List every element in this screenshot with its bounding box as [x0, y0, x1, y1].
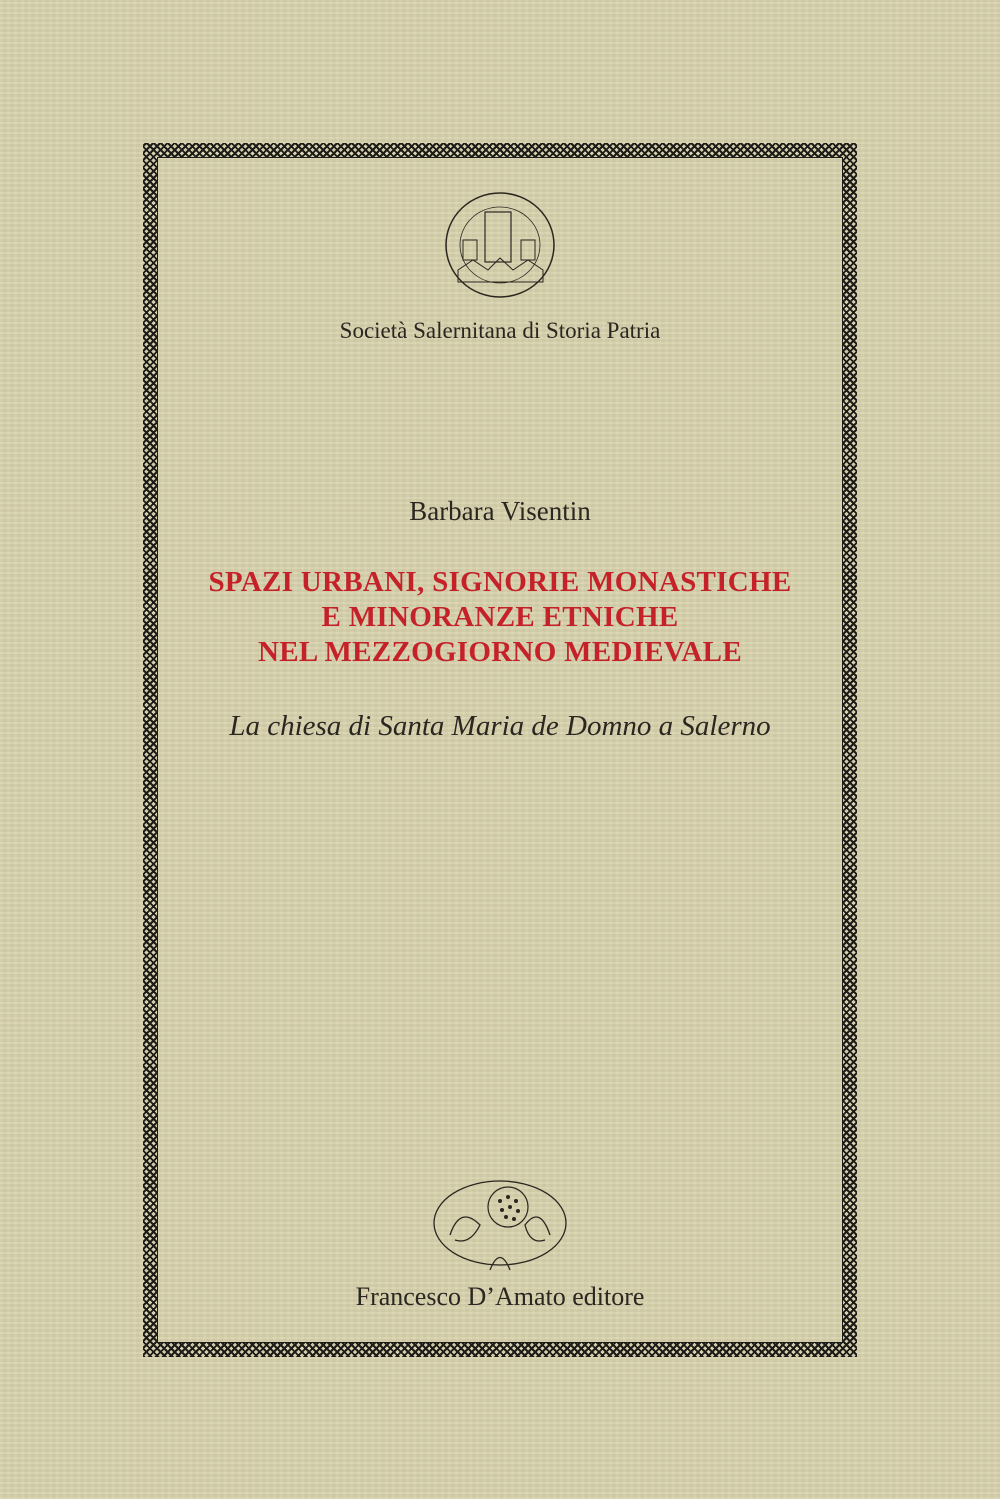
publisher-mark-icon	[430, 1175, 570, 1275]
society-name: Società Salernitana di Storia Patria	[339, 318, 661, 343]
publisher-name: Francesco D’Amato editore	[355, 1282, 645, 1311]
book-subtitle: La chiesa di Santa Maria de Domno a Salerno	[229, 710, 771, 742]
seal-logo	[443, 190, 557, 300]
author-name: Barbara Visentin	[409, 496, 591, 526]
book-title	[0, 565, 1000, 670]
title-line: SPAZI URBANI, SIGNORIE MONASTICHE	[208, 566, 792, 598]
title-line: E MINORANZE ETNICHE	[321, 601, 679, 633]
title-line: NEL MEZZOGIORNO MEDIEVALE	[258, 636, 742, 668]
